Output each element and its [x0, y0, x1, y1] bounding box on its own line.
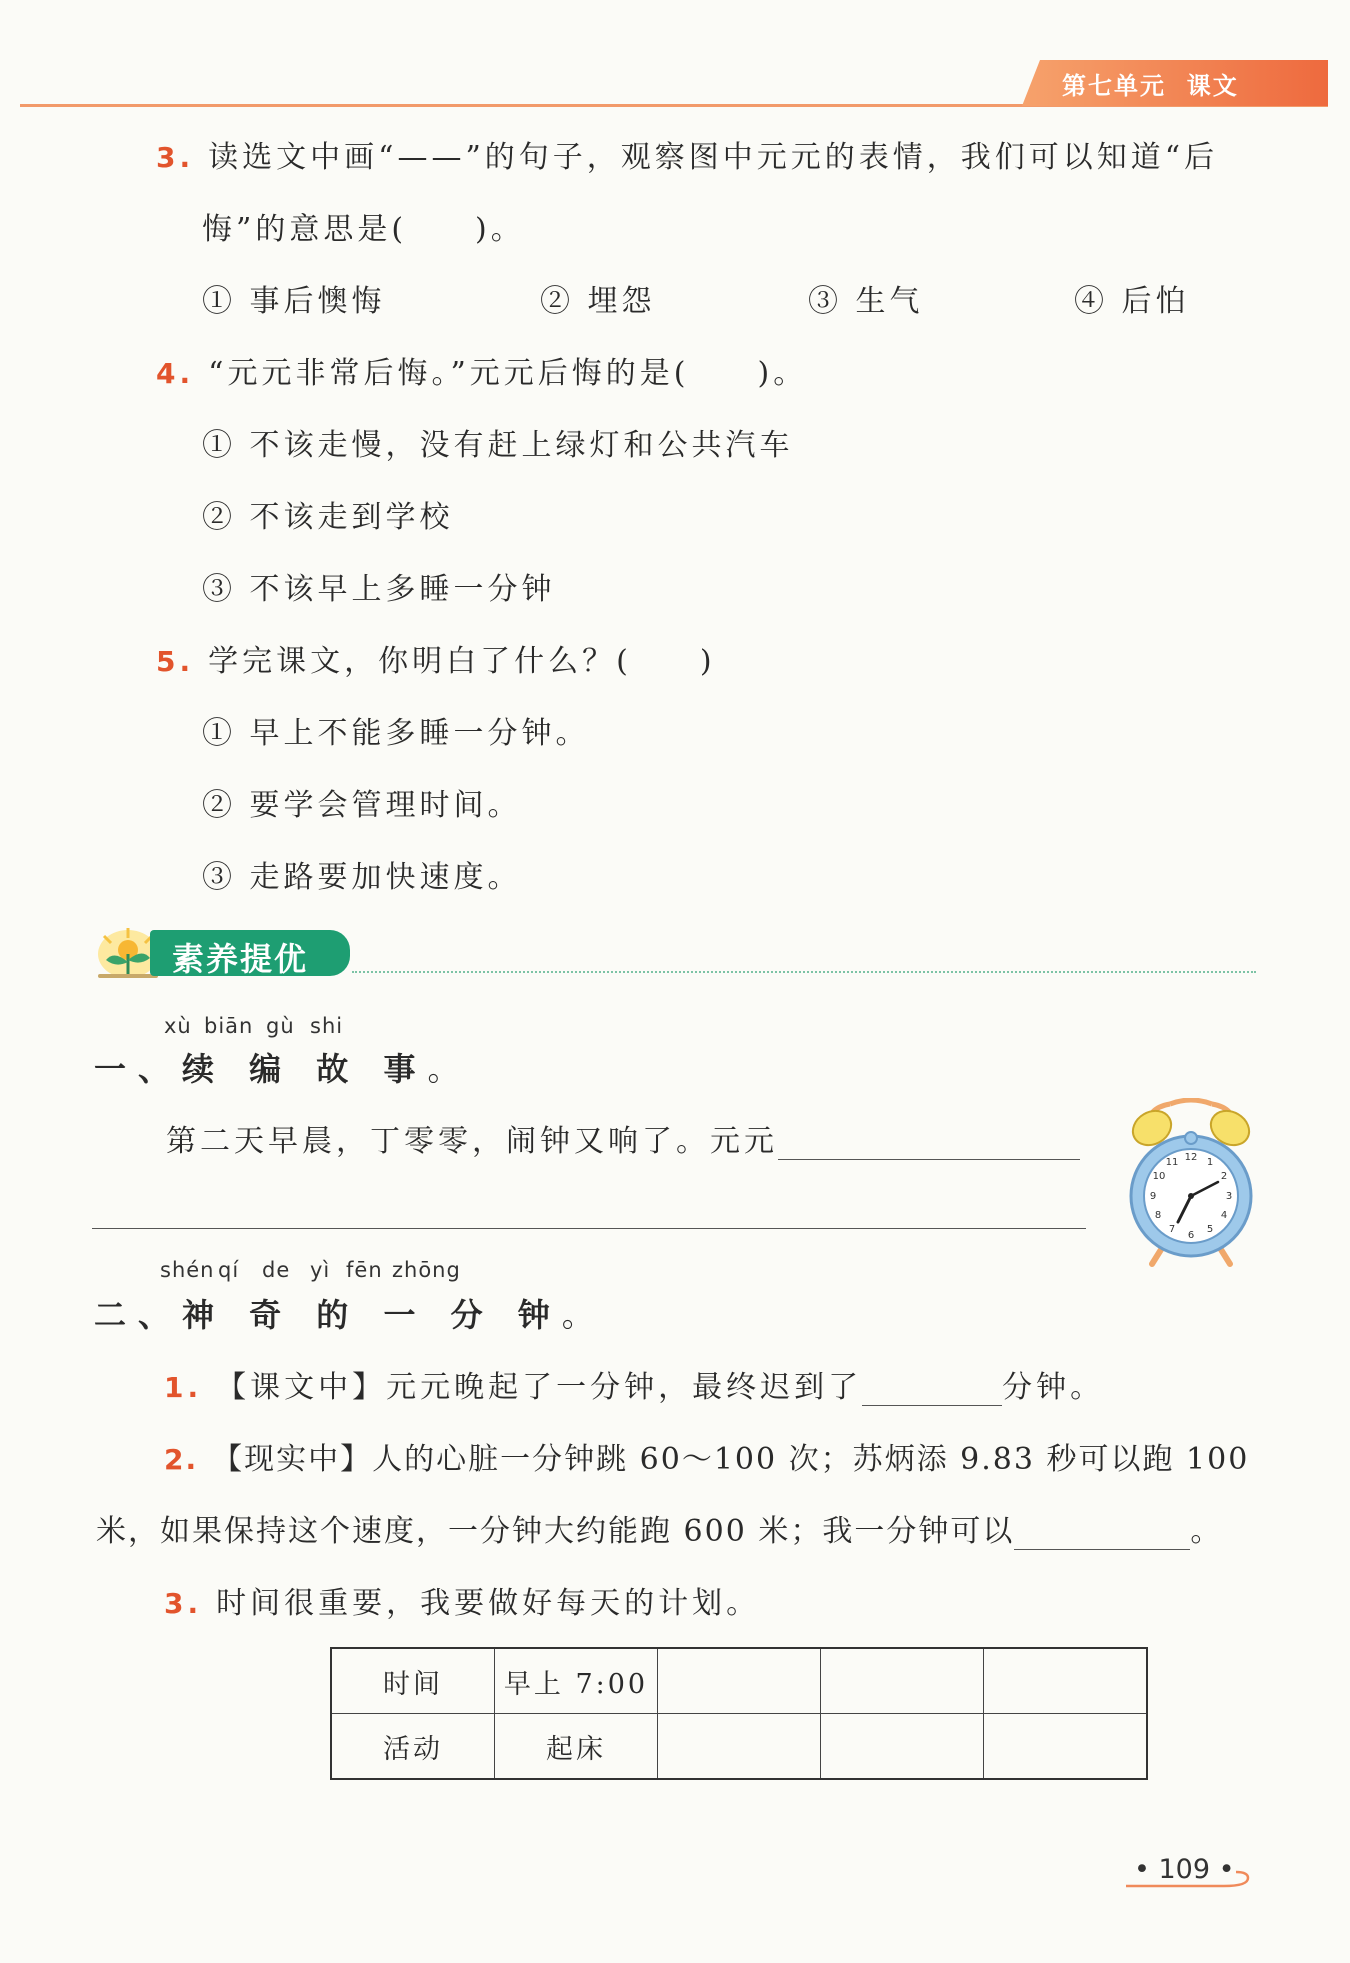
- part2-q2-number: 2.: [164, 1443, 199, 1476]
- activity-cell-empty[interactable]: [658, 1714, 821, 1780]
- time-cell: 早上 7:00: [495, 1648, 658, 1714]
- one-minute-blank[interactable]: [1014, 1515, 1190, 1550]
- svg-text:11: 11: [1165, 1157, 1179, 1168]
- part2-suffix: 。: [561, 1296, 606, 1334]
- activity-cell-empty[interactable]: [821, 1714, 984, 1780]
- section-name: 课文: [1186, 72, 1239, 100]
- section-divider: [352, 971, 1256, 973]
- svg-text:8: 8: [1154, 1210, 1162, 1221]
- pinyin-qi: qí: [218, 1258, 240, 1282]
- part2-q3-text: 时间很重要，我要做好每天的计划。: [216, 1586, 761, 1621]
- part2-q2-end: 。: [1190, 1514, 1223, 1549]
- activity-cell-empty[interactable]: [984, 1714, 1148, 1780]
- part1-pinyin: [164, 1014, 343, 1038]
- part2-q2-text-line1: 【现实中】人的心脏一分钟跳 60～100 次；苏炳添 9.83 秒可以跑 100: [212, 1442, 1250, 1477]
- section-banner-title: 素养提优: [172, 940, 309, 978]
- unit-name: 第七单元: [1062, 72, 1166, 100]
- q3-line1: [156, 132, 1218, 176]
- q4-number: 4.: [156, 357, 195, 390]
- daily-plan-table: [330, 1647, 1148, 1780]
- time-cell-empty[interactable]: [658, 1648, 821, 1714]
- part2-q3-number: 3.: [164, 1587, 203, 1620]
- q4-option-1: ① 不该走慢，没有赶上绿灯和公共汽车: [202, 428, 794, 463]
- svg-text:6: 6: [1187, 1230, 1195, 1241]
- q3-line2: 悔”的意思是( )。: [202, 212, 525, 247]
- story-blank-1[interactable]: [778, 1125, 1080, 1160]
- page-number-swoosh: [1124, 1868, 1256, 1890]
- q3-option-3: ③ 生气: [808, 284, 924, 319]
- svg-text:5: 5: [1206, 1224, 1214, 1235]
- svg-text:10: 10: [1152, 1171, 1166, 1182]
- part2-q2-line2: [96, 1506, 1222, 1550]
- time-label-cell: 时间: [331, 1648, 495, 1714]
- part2-heading: [94, 1290, 606, 1336]
- pinyin-xu: xù: [164, 1014, 192, 1038]
- late-minutes-blank[interactable]: [862, 1371, 1002, 1406]
- part2-q2-text-line2: 米，如果保持这个速度，一分钟大约能跑 600 米；我一分钟可以: [96, 1514, 1015, 1549]
- page-number: • 109 •: [1134, 1854, 1235, 1885]
- part2-q1: [164, 1362, 1104, 1406]
- alarm-clock-icon: [1126, 1098, 1256, 1268]
- pinyin-gu: gù: [266, 1014, 295, 1038]
- pinyin-yi: yì: [310, 1258, 331, 1282]
- table-row: [331, 1714, 1147, 1780]
- q4-option-2: ② 不该走到学校: [202, 500, 454, 535]
- q5-number: 5.: [156, 645, 195, 678]
- q5-option-3: ③ 走路要加快速度。: [202, 860, 522, 895]
- q3-option-1: ① 事后懊悔: [202, 284, 386, 319]
- part2-prefix: 二、: [94, 1296, 183, 1334]
- q3-option-2: ② 埋怨: [540, 284, 656, 319]
- part1-prefix: 一、: [94, 1050, 183, 1088]
- svg-text:4: 4: [1220, 1210, 1228, 1221]
- q5-line: [156, 636, 716, 680]
- q3-text-line1: 读选文中画“——”的句子，观察图中元元的表情，我们可以知道“后: [208, 140, 1219, 175]
- part1-prompt-text: 第二天早晨，丁零零，闹钟又响了。元元: [166, 1124, 778, 1159]
- q5-option-2: ② 要学会管理时间。: [202, 788, 522, 823]
- pinyin-fen: fēn: [346, 1258, 383, 1282]
- q4-text: “元元非常后悔。”元元后悔的是( )。: [208, 356, 808, 391]
- part1-title: 续 编 故 事: [182, 1050, 428, 1088]
- svg-text:12: 12: [1184, 1152, 1198, 1163]
- pinyin-de: de: [262, 1258, 291, 1282]
- part1-heading: [94, 1044, 471, 1090]
- q4-line: [156, 348, 807, 392]
- time-cell-empty[interactable]: [984, 1648, 1148, 1714]
- q4-option-3: ③ 不该早上多睡一分钟: [202, 572, 556, 607]
- svg-text:7: 7: [1168, 1224, 1176, 1235]
- part2-q3: [164, 1578, 760, 1622]
- q5-text: 学完课文，你明白了什么？( ): [208, 644, 716, 679]
- q5-option-1: ① 早上不能多睡一分钟。: [202, 716, 590, 751]
- pinyin-shen: shén: [160, 1258, 215, 1282]
- part2-q1-after: 分钟。: [1002, 1370, 1105, 1405]
- part2-q2-line1: [164, 1434, 1249, 1478]
- part2-title: 神 奇 的 一 分 钟: [182, 1296, 562, 1334]
- part2-pinyin: [160, 1258, 461, 1282]
- time-cell-empty[interactable]: [821, 1648, 984, 1714]
- pinyin-shi: shi: [310, 1014, 344, 1038]
- pinyin-zhong: zhōng: [392, 1258, 461, 1282]
- svg-text:1: 1: [1206, 1157, 1214, 1168]
- svg-text:9: 9: [1149, 1191, 1157, 1202]
- part2-q1-before: 【课文中】元元晚起了一分钟，最终迟到了: [216, 1370, 863, 1405]
- story-blank-2[interactable]: [92, 1228, 1086, 1229]
- header-unit-label: [1062, 66, 1239, 101]
- part1-prompt: [166, 1116, 1080, 1160]
- q3-number: 3.: [156, 141, 195, 174]
- svg-text:2: 2: [1220, 1171, 1228, 1182]
- activity-cell: 起床: [495, 1714, 658, 1780]
- q3-option-4: ④ 后怕: [1074, 284, 1190, 319]
- part1-suffix: 。: [427, 1050, 472, 1088]
- table-row: [331, 1648, 1147, 1714]
- svg-text:3: 3: [1225, 1191, 1233, 1202]
- pinyin-bian: biān: [204, 1014, 254, 1038]
- activity-label-cell: 活动: [331, 1714, 495, 1780]
- part2-q1-number: 1.: [164, 1371, 203, 1404]
